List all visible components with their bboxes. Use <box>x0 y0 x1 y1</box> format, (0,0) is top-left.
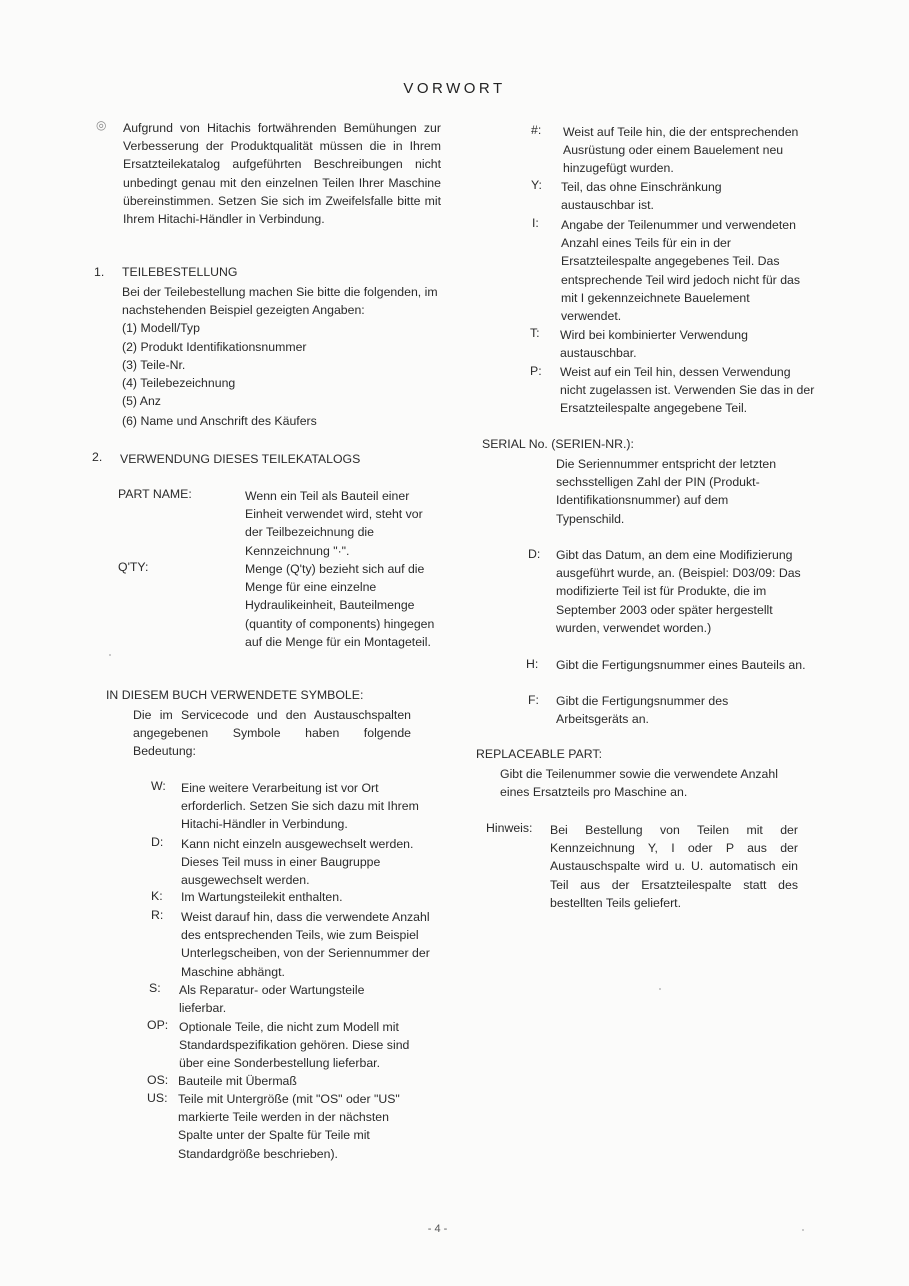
symbol-text: Kann nicht einzeln ausgewechselt werden. Dieses Teil muss in einer Baugruppe ausgewechselt werden. <box>181 837 414 888</box>
definition-term: Q'TY: <box>118 560 149 574</box>
symbols-intro: Die im Servicecode und den Austauschspalten angegebenen Symbole haben folgende Bedeutung: <box>133 708 411 759</box>
note-text: Bei Bestellung von Teilen mit der Kennzeichnung Y, I oder P aus der Austauschspalte wird u. U. automatisch ein Teil aus der Ersatzteilespalte statt des bestellten Teils geliefert. <box>550 823 798 910</box>
section-1-number: 1. <box>94 265 105 279</box>
order-item: (4) Teilebezeichnung <box>122 376 236 390</box>
order-item: (5) Anz <box>122 394 161 408</box>
symbol-text: Wird bei kombinierter Verwendung austauschbar. <box>560 328 748 361</box>
symbol-code: R: <box>151 908 164 922</box>
symbol-code: OP: <box>147 1018 169 1032</box>
symbol-code: #: <box>531 123 542 137</box>
order-item: (1) Modell/Typ <box>122 321 200 335</box>
symbols-heading: IN DIESEM BUCH VERWENDETE SYMBOLE: <box>106 688 364 702</box>
section-2-number: 2. <box>92 450 103 464</box>
serial-text: Die Seriennummer entspricht der letzten sechsstelligen Zahl der PIN (Produkt-Identifikationsnummer) auf dem Typenschild. <box>556 457 777 526</box>
symbol-text: Eine weitere Verarbeitung ist vor Ort erforderlich. Setzen Sie sich dazu mit Ihrem Hitachi-Händler in Verbindung. <box>181 781 419 832</box>
symbol-code: I: <box>532 216 539 230</box>
intro-paragraph: Aufgrund von Hitachis fortwährenden Bemühungen zur Verbesserung der Produktqualität müssen die in Ihrem Ersatzteilekatalog aufgeführten Beschreibungen nicht unbedingt genau mit den einzelnen Teilen Ihrer Maschine übereinstimmen. Setzen Sie sich im Zweifelsfalle bitte mit Ihrem Hitachi-Händler in Verbindung. <box>123 121 441 227</box>
note-label: Hinweis: <box>486 821 533 835</box>
serial-heading: SERIAL No. (SERIEN-NR.): <box>482 437 634 451</box>
symbol-text: Im Wartungsteilekit enthalten. <box>181 890 343 904</box>
symbol-code: S: <box>149 981 161 995</box>
definition-term: PART NAME: <box>118 487 192 501</box>
serial-code: F: <box>528 693 539 707</box>
symbol-text: Weist darauf hin, dass die verwendete Anzahl des entsprechenden Teils, wie zum Beispiel Unterlegscheiben, von der Seriennummer der Maschine abhängt. <box>181 910 430 979</box>
symbol-text: Teile mit Untergröße (mit "OS" oder "US" markierte Teile werden in der nächsten Spalte unter der Spalte für Teile mit Standardgröße beschrieben). <box>178 1092 400 1161</box>
section-1-heading: TEILEBESTELLUNG <box>122 265 238 279</box>
scan-speck <box>659 988 661 990</box>
symbol-code: T: <box>530 326 540 340</box>
symbol-code: W: <box>151 779 166 793</box>
symbol-code: D: <box>151 835 164 849</box>
symbol-text: Als Reparatur- oder Wartungsteile lieferbar. <box>179 983 365 1016</box>
replaceable-text: Gibt die Teilenummer sowie die verwendete Anzahl eines Ersatzteils pro Maschine an. <box>500 767 778 800</box>
scan-speck <box>802 1229 804 1231</box>
symbol-code: OS: <box>147 1073 169 1087</box>
serial-code: D: <box>528 547 541 561</box>
symbol-text: Angabe der Teilenummer und verwendeten Anzahl eines Teils für ein in der Ersatzteilespalte angegebenes Teil. Das entsprechende Teil wird jedoch nicht für das mit I gekennzeichnete Bauelement verwendet. <box>561 218 801 324</box>
section-2-heading: VERWENDUNG DIESES TEILEKATALOGS <box>120 452 361 466</box>
serial-item-text: Gibt die Fertigungsnummer des Arbeitsgeräts an. <box>556 694 729 727</box>
serial-item-text: Gibt das Datum, an dem eine Modifizierung ausgeführt wurde, an. (Beispiel: D03/09: Das modifizierte Teil ist für Produkte, die im September 2003 oder später hergestellt wurden, verwendet worden.) <box>556 548 801 635</box>
symbol-code: US: <box>147 1091 168 1105</box>
symbol-text: Teil, das ohne Einschränkung austauschbar ist. <box>561 180 722 213</box>
serial-code: H: <box>526 657 539 671</box>
order-item: (6) Name und Anschrift des Käufers <box>122 414 317 428</box>
scan-speck <box>109 654 111 656</box>
symbol-code: K: <box>151 889 163 903</box>
symbol-code: P: <box>530 364 542 378</box>
symbol-text: Optionale Teile, die nicht zum Modell mit Standardspezifikation gehören. Diese sind über eine Sonderbestellung lieferbar. <box>179 1020 410 1071</box>
symbol-text: Weist auf Teile hin, die der entsprechenden Ausrüstung oder einem Bauelement neu hinzugefügt wurden. <box>563 125 799 176</box>
serial-item-text: Gibt die Fertigungsnummer eines Bauteils an. <box>556 658 806 672</box>
section-1-intro: Bei der Teilebestellung machen Sie bitte die folgenden, im nachstehenden Beispiel gezeigten Angaben: <box>122 285 438 318</box>
symbol-text: Bauteile mit Übermaß <box>178 1074 297 1088</box>
page-number: - 4 - <box>427 1223 448 1235</box>
order-item: (2) Produkt Identifikationsnummer <box>122 340 307 354</box>
symbol-text: Weist auf ein Teil hin, dessen Verwendung nicht zugelassen ist. Verwenden Sie das in der Ersatzteilespalte angegebene Teil. <box>560 365 815 416</box>
definition-text: Wenn ein Teil als Bauteil einer Einheit verwendet wird, steht vor der Teilbezeichnung die Kennzeichnung "·". <box>245 489 423 558</box>
symbol-code: Y: <box>531 178 542 192</box>
replaceable-heading: REPLACEABLE PART: <box>476 747 602 761</box>
definition-text: Menge (Q'ty) bezieht sich auf die Menge für eine einzelne Hydraulikeinheit, Bauteilmenge (quantity of components) hingegen auf die Menge für ein Montageteil. <box>245 562 435 649</box>
bullet-icon: ◎ <box>96 118 107 132</box>
page-title: VORWORT <box>403 80 506 97</box>
order-item: (3) Teile-Nr. <box>122 358 186 372</box>
